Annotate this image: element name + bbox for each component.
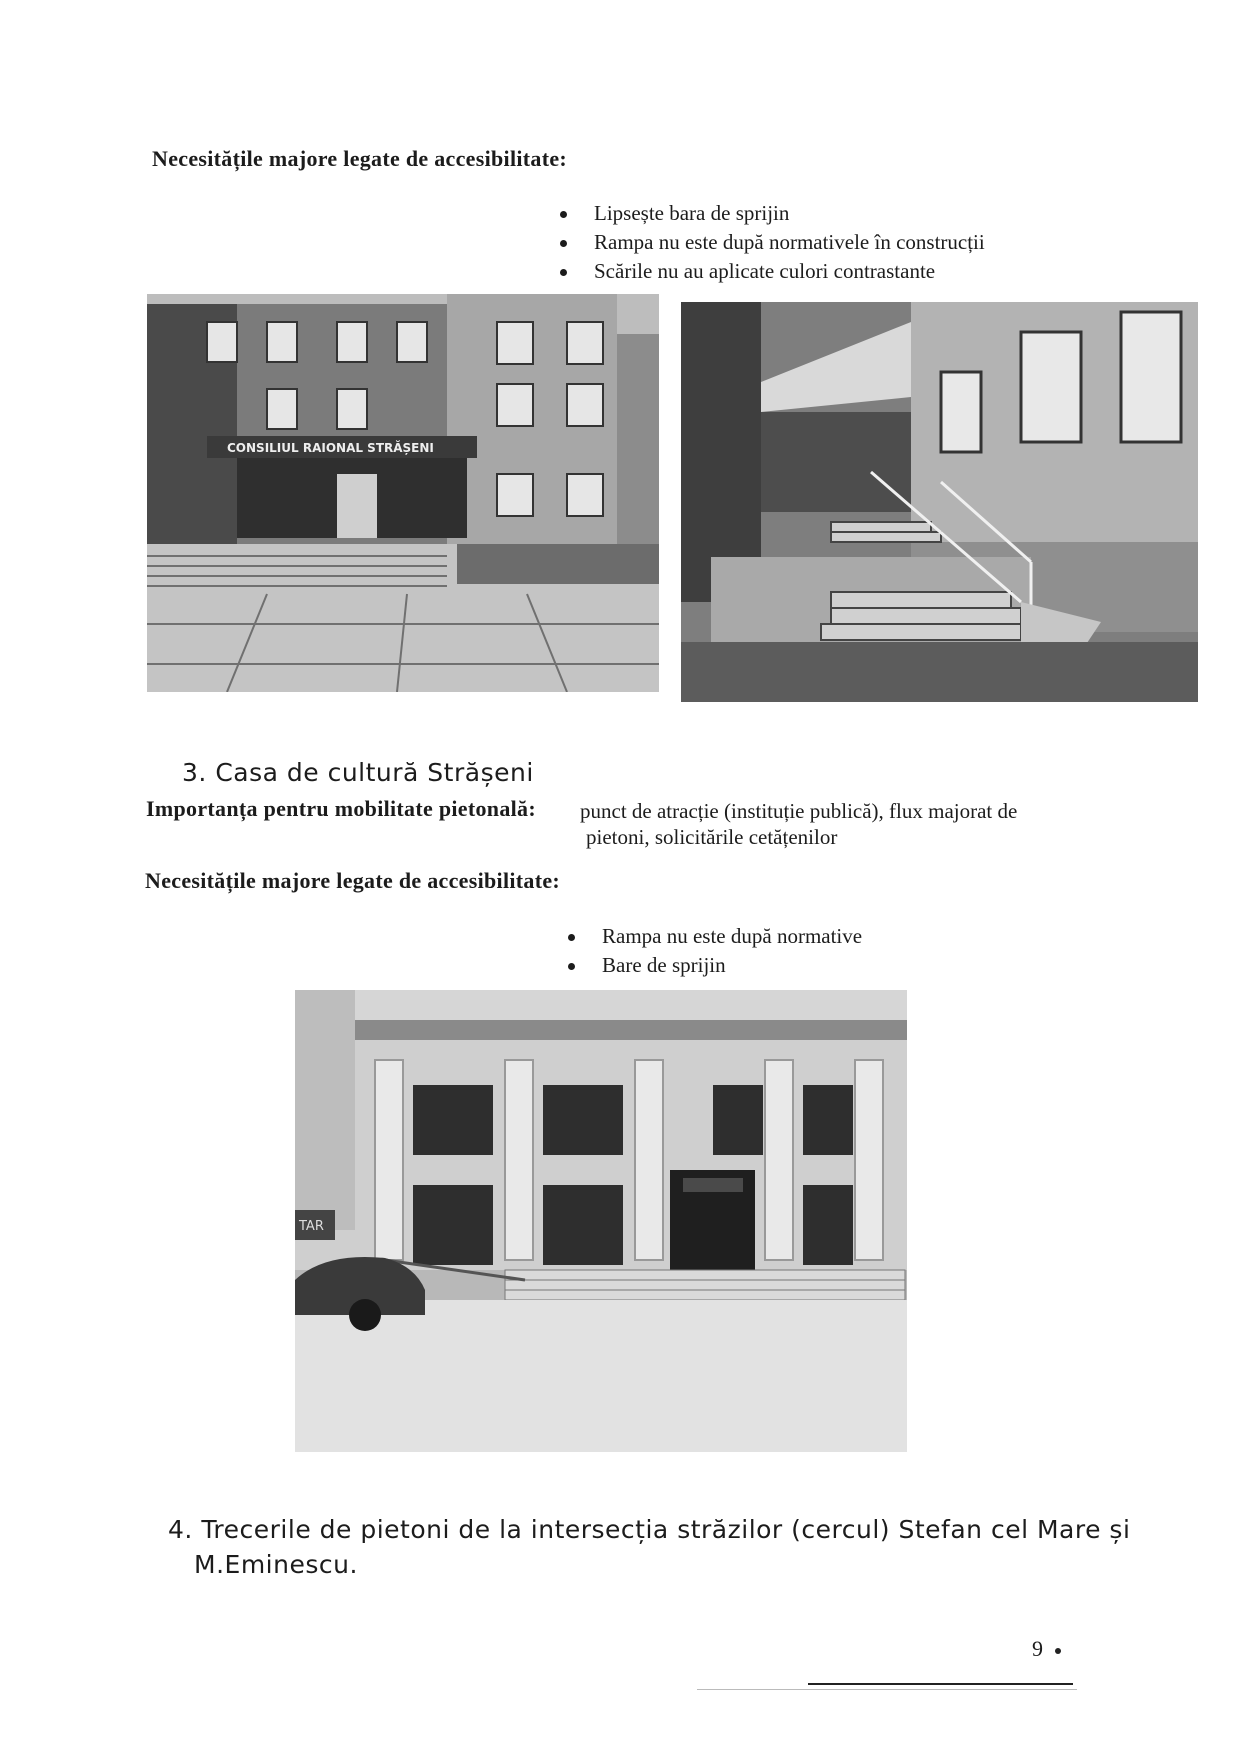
page-number-value: 9 xyxy=(1032,1636,1043,1661)
section-title: Casa de cultură Strășeni xyxy=(215,758,534,787)
importance-text-line2: pietoni, solicitările cetățenilor xyxy=(586,825,838,849)
section-3-heading xyxy=(182,758,534,787)
footer-faint-rule xyxy=(697,1689,1077,1690)
culture-sign-text: TAR xyxy=(299,1219,324,1234)
needs-list-section3 xyxy=(564,922,862,980)
needs-heading: Necesitățile majore legate de accesibilitate: xyxy=(152,146,568,171)
needs-heading-section3: Necesitățile majore legate de accesibilitate: xyxy=(145,868,561,893)
section-4-heading xyxy=(168,1515,1130,1544)
needs-list xyxy=(556,199,985,286)
importance-label: Importanța pentru mobilitate pietonală: xyxy=(146,796,536,821)
page-number xyxy=(1032,1636,1061,1662)
footer-rule xyxy=(808,1683,1073,1685)
photo-council-building xyxy=(147,294,659,692)
importance-text-line1: punct de atracție (instituție publică), flux majorat de xyxy=(580,799,1018,823)
section-number: 4. xyxy=(168,1515,193,1544)
section-title-line1: Trecerile de pietoni de la intersecția străzilor (cercul) Stefan cel Mare și xyxy=(201,1515,1131,1544)
council-building-image xyxy=(147,294,659,692)
ramp-stairs-image xyxy=(681,302,1198,702)
culture-house-image xyxy=(295,990,907,1452)
page-dot-icon xyxy=(1055,1648,1061,1654)
photo-ramp-stairs xyxy=(681,302,1198,702)
section-number: 3. xyxy=(182,758,207,787)
section-4-title-line2: M.Eminescu. xyxy=(194,1550,358,1579)
list-item: Bare de sprijin xyxy=(564,951,862,980)
photo-culture-house xyxy=(295,990,907,1452)
council-sign-text: CONSILIUL RAIONAL STRĂȘENI xyxy=(227,441,434,455)
list-item: Lipsește bara de sprijin xyxy=(556,199,985,228)
list-item: Scările nu au aplicate culori contrastante xyxy=(556,257,985,286)
list-item: Rampa nu este după normative xyxy=(564,922,862,951)
list-item: Rampa nu este după normativele în construcții xyxy=(556,228,985,257)
